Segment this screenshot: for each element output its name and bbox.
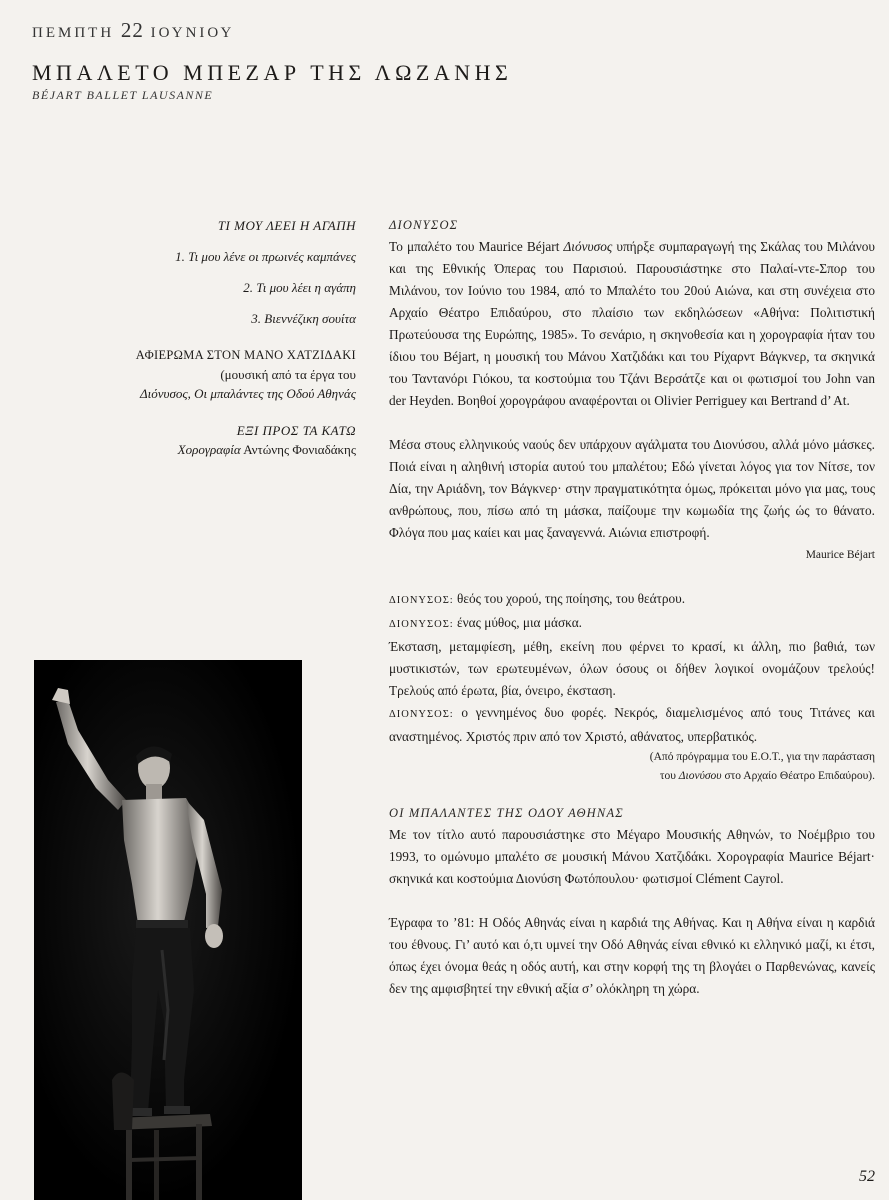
- day-number: 22: [120, 18, 144, 42]
- program-part2-line2: Διόνυσος, Οι μπαλάντες της Οδού Αθηνάς: [140, 386, 356, 401]
- program-part2-line1: (μουσική από τα έργα του: [220, 367, 356, 382]
- text-run: στο Αρχαίο Θέατρο Επιδαύρου).: [721, 770, 875, 782]
- day-name: ΠΕΜΠΤΗ: [32, 25, 115, 41]
- text-run: ο γεννημένος δυο φορές. Νεκρός, διαμελισμένος από τους Τιτάνες και αναστημένος. Χριστός πριν από τον Χριστό, αθάνατος, υπερβατικός.: [389, 705, 875, 744]
- paragraph: Μέσα στους ελληνικούς ναούς δεν υπάρχουν αγάλματα του Διονύσου, αλλά μόνο μάσκες. Ποιά είναι η αληθινή ιστορία αυτού του μπαλέτου; Εδώ γίνεται λόγος για τον Νίτσε, τον Δία, την Αριάδνη, τον Βάγκνερ· στην πραγματικότητα όμως, πρόκειται μόνο για μας, τους ανθρώπους, που, πίσω από τη μάσκα, παίζουμε την κωμωδία της ζωής ώς το θάνατο. Φλόγα που μας καίει και μας ξαναγεννά. Αιώνια επιστροφή.: [389, 437, 875, 540]
- quote-line: [389, 612, 875, 636]
- quote-label: ΔΙΟΝΥΣΟΣ:: [389, 595, 454, 606]
- dancer-silhouette-icon: [34, 660, 302, 1200]
- program-item: 3. Βιεννέζικη σουίτα: [251, 311, 356, 326]
- dancer-photo: [34, 660, 302, 1200]
- source-note-line1: (Από πρόγραμμα του Ε.Ο.Τ., για την παράσταση: [649, 751, 875, 763]
- text-run: ένας μύθος, μια μάσκα.: [453, 615, 582, 630]
- page-subtitle: BÉJART BALLET LAUSANNE: [32, 88, 214, 102]
- text-run: θεός του χορού, της ποίησης, του θεάτρου.: [453, 591, 686, 606]
- page-title: ΜΠΑΛΕΤΟ ΜΠΕΖΑΡ ΤΗΣ ΛΩΖΑΝΗΣ: [32, 60, 513, 85]
- quote-line: [389, 588, 875, 612]
- source-note-line2: [389, 767, 875, 786]
- program-part3-credit: [40, 440, 356, 459]
- paragraph: [389, 236, 875, 412]
- article-text: [389, 214, 875, 1000]
- program-list: [40, 216, 356, 459]
- quote-label: ΔΙΟΝΥΣΟΣ:: [389, 619, 454, 630]
- text-run: Το μπαλέτο του Maurice Béjart: [389, 239, 564, 254]
- program-part3-title: ΕΞΙ ΠΡΟΣ ΤΑ ΚΑΤΩ: [236, 423, 356, 438]
- quote-line: Έκσταση, μεταμφίεση, μέθη, εκείνη που φέρνει το κρασί, κι άλλη, πιο βαθιά, των μυστικιστών, των ερωτευμένων, όλων όσους οι δήθεν λογικοί ονομάζουν τρελούς! Τρελούς από έρωτα, βία, όνειρο, έκσταση.: [389, 639, 875, 698]
- page-number: 52: [859, 1168, 875, 1185]
- program-item: 2. Τι μου λέει η αγάπη: [243, 280, 356, 295]
- quote-label: ΔΙΟΝΥΣΟΣ:: [389, 709, 454, 720]
- text-run: υπήρξε συμπαραγωγή της Σκάλας του Μιλάνου και της Εθνικής Όπερας του Παρισιού. Παρουσιάστηκε στο Παλαί-ντε-Σπορ του Μιλάνου, τον Ιούνιο του 1984, από το Μπαλέτο του 20ού Αιώνα, και στη συνέχεια στο Αρχαίο Θέατρο Επιδαύρου, στο πλαίσιο των εκδηλώσεων «Αθήνα: Πολιτιστική Πρωτεύουσα της Ευρώπης, 1985». Το σενάριο, η σκηνοθεσία και η χορογραφία ήταν του ίδιου του Béjart, η μουσική του Μάνου Χατζιδάκι και του Ρίχαρντ Βάγκνερ, τα σκηνικά του Ταντανόρι Γιόκου, τα κοστούμια του Τζάνι Βερσάτζε και οι φωτισμοί του John van der Heyden. Βοηθοί χορογράφου αναφέρονται οι Olivier Perriguey και Bertrand d’ At.: [389, 239, 875, 408]
- text-italic: Διονύσου: [678, 770, 722, 782]
- program-part2-title: ΑΦΙΕΡΩΜΑ ΣΤΟΝ ΜΑΝΟ ΧΑΤΖΙΔΑΚΙ: [135, 348, 356, 362]
- credit-name: Αντώνης Φονιαδάκης: [243, 442, 356, 457]
- signature: Maurice Béjart: [805, 549, 875, 561]
- section-heading-ballades: ΟΙ ΜΠΑΛΑΝΤΕΣ ΤΗΣ ΟΔΟΥ ΑΘΗΝΑΣ: [389, 806, 624, 820]
- month: ΙΟΥΝΙΟΥ: [150, 25, 235, 41]
- text-run: του: [659, 770, 679, 782]
- date-line: [32, 18, 234, 43]
- paragraph: Με τον τίτλο αυτό παρουσιάστηκε στο Μέγαρο Μουσικής Αθηνών, το Νοέμβριο του 1993, το ομώνυμο μπαλέτο σε μουσική Μάνου Χατζιδάκι. Χορογραφία Maurice Béjart· σκηνικά και κοστούμια Διονύση Φωτόπουλου· φωτισμοί Clément Cayrol.: [389, 827, 875, 886]
- program-item: 1. Τι μου λένε οι πρωινές καμπάνες: [175, 249, 356, 264]
- text-italic: Διόνυσος: [563, 239, 613, 254]
- credit-label: Χορογραφία: [177, 442, 241, 457]
- section-heading-dionysos: ΔΙΟΝΥΣΟΣ: [389, 218, 459, 232]
- quote-line: [389, 702, 875, 748]
- paragraph: Έγραφα το ’81: Η Οδός Αθηνάς είναι η καρδιά της Αθήνας. Και η Αθήνα είναι η καρδιά του έθνους. Γι’ αυτό και ό,τι υμνεί την Οδό Αθηνάς είναι εθνικό κι ελληνικό μαζί, κι έτσι, όπως έχει όνομα θεάς η οδός αυτή, και στην κορφή της τη βλογάει ο Παρθενώνας, κανείς δεν της αμφισβητεί την εθνική αξία σ’ ολόκληρη τη χώρα.: [389, 915, 875, 996]
- program-part1-title: ΤΙ ΜΟΥ ΛΕΕΙ Η ΑΓΑΠΗ: [217, 218, 356, 233]
